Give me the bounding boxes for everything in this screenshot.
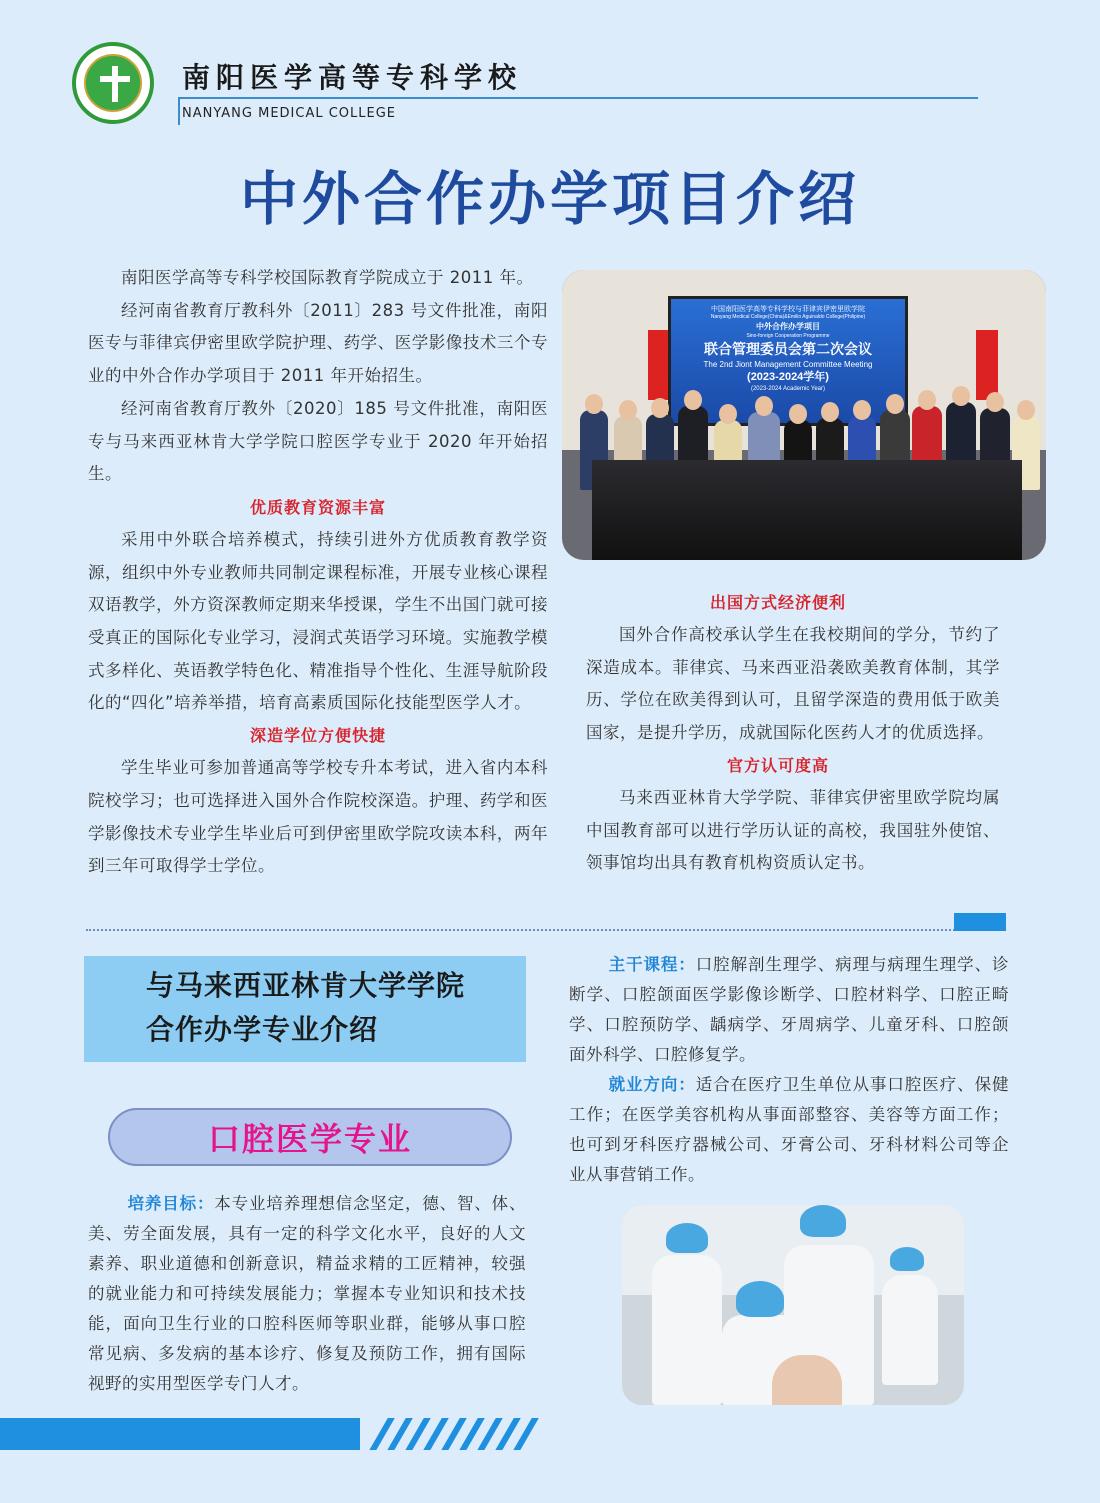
college-name-en: NANYANG MEDICAL COLLEGE	[182, 106, 397, 121]
major-title-pill	[108, 1108, 512, 1166]
major-goal-block	[88, 1189, 526, 1399]
intro-block	[88, 262, 548, 883]
courses-text: 口腔解剖生理学、病理与病理生理学、诊断学、口腔颌面医学影像诊断学、口腔材料学、口腔正畸学、口腔预防学、龋病学、牙周病学、儿童牙科、口腔颌面外科学、口腔修复学。	[569, 955, 1010, 1064]
page-title: 中外合作办学项目介绍	[239, 165, 860, 233]
jobs-text: 适合在医疗卫生单位从事口腔医疗、保健工作；在医学美容机构从事面部整容、美容等方面工作；也可到牙科医疗器械公司、牙膏公司、牙科材料公司等企业从事营销工作。	[569, 1075, 1010, 1184]
divider-accent	[954, 913, 1006, 931]
intro-paragraph-3: 经河南省教育厅教外〔2020〕185 号文件批准，南阳医专与马来西亚林肯大学学院口腔医学专业于 2020 年开始招生。	[88, 398, 548, 484]
banner-line-1: 与马来西亚林肯大学学院	[146, 969, 466, 1002]
header-divider	[178, 97, 978, 99]
screen-text-6: The 2nd Jiont Management Committee Meeting	[703, 360, 873, 369]
right-column-block	[586, 587, 1000, 880]
section-body-degree: 学生毕业可参加普通高等学校专升本考试，进入省内本科院校学习；也可选择进入国外合作院校深造。护理、药学和医学影像技术专业学生毕业后可到伊密里欧学院攻读本科，两年到三年可取得学士学位。	[88, 758, 548, 876]
section-body-economy: 国外合作高校承认学生在我校期间的学分，节约了深造成本。菲律宾、马来西亚沿袭欧美教育体制，其学历、学位在欧美得到认可，且留学深造的费用低于欧美国家，是提升学历，成就国际化医药人才的优质选择。	[586, 625, 1000, 743]
section-heading-recognition: 官方认可度高	[726, 755, 829, 775]
meeting-screen	[668, 296, 908, 426]
section-heading-resources: 优质教育资源丰富	[249, 497, 386, 517]
caduceus-icon	[84, 54, 142, 112]
meeting-group-photo	[562, 270, 1046, 560]
major-name: 口腔医学专业	[207, 1120, 412, 1158]
banner-line-2: 合作办学专业介绍	[146, 1013, 379, 1046]
partner-banner	[84, 956, 526, 1062]
conference-table	[592, 460, 1022, 560]
college-logo	[72, 42, 154, 124]
college-name-cn: 南阳医学高等专科学校	[182, 61, 523, 94]
intro-paragraph-2: 经河南省教育厅教科外〔2011〕283 号文件批准，南阳医专与菲律宾伊密里欧学院护理、药学、医学影像技术三个专业的中外合作办学项目于 2011 年开始招生。	[88, 300, 548, 386]
section-body-recognition: 马来西亚林肯大学学院、菲律宾伊密里欧学院均属中国教育部可以进行学历认证的高校，我国驻外使馆、领事馆均出具有教育机构资质认定书。	[586, 787, 1000, 873]
section-body-resources: 采用中外联合培养模式，持续引进外方优质教育教学资源，组织中外专业教师共同制定课程标准，开展专业核心课程双语教学，外方资深教师定期来华授课，学生不出国门就可接受真正的国际化专业学习，浸润式英语学习环境。实施教学模式多样化、英语教学特色化、精准指导个性化、生涯导航阶段化的“四化”培养举措，培育高素质国际化技能型医学人才。	[88, 529, 548, 713]
dotted-divider	[86, 929, 1006, 931]
goal-label: 培养目标：	[127, 1194, 215, 1213]
section-heading-economy: 出国方式经济便利	[709, 593, 846, 612]
screen-text-4: Sino-foreign Cooperation Programme	[746, 333, 830, 339]
jobs-label: 就业方向：	[608, 1075, 696, 1094]
dental-training-photo	[622, 1205, 964, 1405]
flag-icon	[648, 330, 670, 400]
header-divider-vertical	[178, 99, 180, 125]
major-details-block	[569, 950, 1009, 1190]
section-heading-degree: 深造学位方便快捷	[249, 726, 386, 746]
flag-icon	[976, 330, 998, 400]
screen-text-7: (2023-2024学年)	[747, 371, 829, 383]
screen-text-8: (2023-2024 Academic Year)	[750, 386, 826, 392]
screen-text-3: 中外合作办学项目	[756, 322, 820, 331]
footer-bar	[0, 1418, 360, 1450]
footer-stripes	[362, 1418, 542, 1450]
screen-text-1: 中国南阳医学高等专科学校与菲律宾伊密里欧学院	[711, 306, 865, 313]
courses-label: 主干课程：	[608, 955, 696, 974]
intro-paragraph-1: 南阳医学高等专科学校国际教育学院成立于 2011 年。	[121, 268, 534, 287]
screen-text-5: 联合管理委员会第二次会议	[704, 341, 872, 357]
screen-text-2: Nanyang Medical College(China)&Emilio Aguinaldo College(Philipine)	[710, 314, 866, 320]
goal-text: 本专业培养理想信念坚定，德、智、体、美、劳全面发展，具有一定的科学文化水平，良好的人文素养、职业道德和创新意识，精益求精的工匠精神，较强的就业能力和可持续发展能力；掌握本专业知识和技术技能，面向卫生行业的口腔科医师等职业群，能够从事口腔常见病、多发病的基本诊疗、修复及预防工作，拥有国际视野的实用型医学专门人才。	[88, 1194, 527, 1393]
